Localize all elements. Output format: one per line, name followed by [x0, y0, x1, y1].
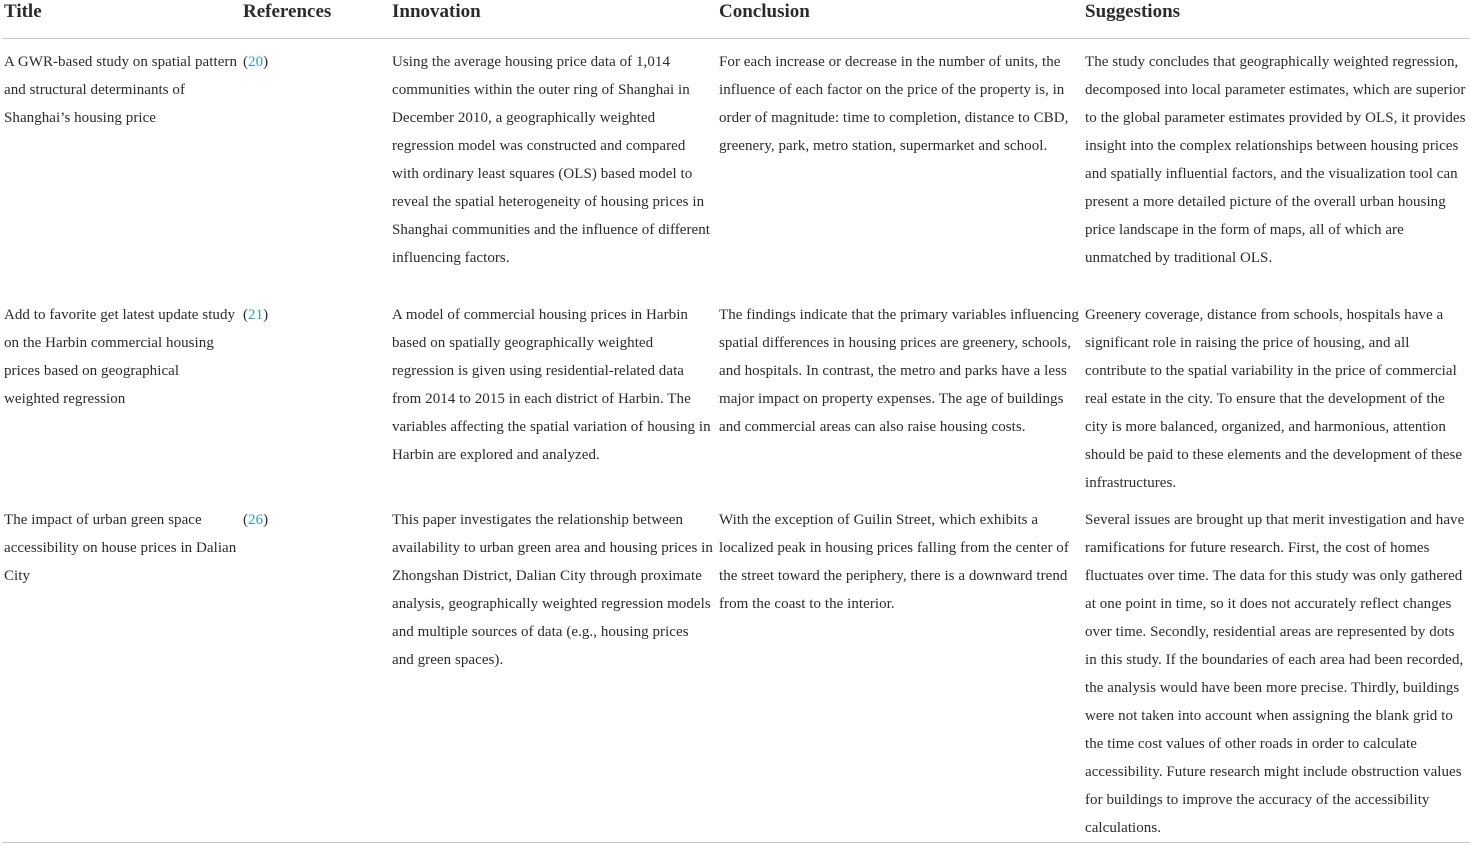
cell-reference: (20) [243, 54, 269, 70]
table-row [2, 39, 1470, 293]
cell-innovation: A model of commercial housing prices in Harbin based on spatially geographically weighted regression is given using residential-related data from 2014 to 2015 in each district of Harbin. The variables affecting the spatial variation of housing in Harbin are explored and analyzed. [392, 307, 711, 463]
cell-innovation: Using the average housing price data of 1,014 communities within the outer ring of Shanghai in December 2010, a geographically weighted regression model was constructed and compared with ordinary least squares (OLS) based model to reveal the spatial heterogeneity of housing prices in Shanghai communities and the influence of different influencing factors. [392, 54, 711, 266]
header-conclusion: Conclusion [717, 0, 1083, 39]
literature-review-table [2, 0, 1470, 843]
reference-link[interactable]: 26 [248, 512, 264, 528]
header-suggestions: Suggestions [1083, 0, 1470, 39]
header-innovation: Innovation [390, 0, 717, 39]
cell-conclusion: The findings indicate that the primary variables influencing spatial differences in housing prices are greenery, schools, and hospitals. In contrast, the metro and parks have a less major impact on property expenses. The age of buildings and commercial areas can also raise housing costs. [719, 307, 1079, 435]
header-title: Title [2, 0, 241, 39]
header-row [2, 0, 1470, 39]
cell-title: Add to favorite get latest update study on the Harbin commercial housing prices based on geographical weighted regression [4, 307, 236, 407]
cell-suggestions: Several issues are brought up that merit investigation and have ramifications for future research. First, the cost of homes fluctuates over time. The data for this study was only gathered at one point in time, so it does not accurately reflect changes over time. Secondly, residential areas are represented by dots in this study. If the boundaries of each area had been recorded, the analysis would have been more precise. Thirdly, buildings were not taken into account when assigning the blank grid to the time cost values of other roads in order to calculate accessibility. Future research might include obstruction values for buildings to improve the accuracy of the accessibility calculations. [1083, 497, 1470, 843]
table-row [2, 497, 1470, 843]
cell-suggestions: Greenery coverage, distance from schools, hospitals have a significant role in raising the price of housing, and all contribute to the spatial variability in the price of commercial real estate in the city. To ensure that the development of the city is more balanced, organized, and harmonious, attention should be paid to these elements and the development of these infrastructures. [1085, 307, 1463, 491]
reference-link[interactable]: 21 [248, 307, 264, 323]
cell-innovation: This paper investigates the relationship between availability to urban green area and housing prices in Zhongshan District, Dalian City through proximate analysis, geographically weighted regression models and multiple sources of data (e.g., housing prices and green spaces). [390, 497, 717, 843]
table-header [2, 0, 1470, 39]
cell-conclusion: With the exception of Guilin Street, which exhibits a localized peak in housing prices falling from the center of the street toward the periphery, there is a downward trend from the coast to the interior. [717, 497, 1083, 843]
cell-suggestions: The study concludes that geographically weighted regression, decomposed into local parameter estimates, which are superior to the global parameter estimates provided by OLS, it provides insight into the complex relationships between housing prices and spatially influential factors, and the visualization tool can present a more detailed picture of the overall urban housing price landscape in the form of maps, all of which are unmatched by traditional OLS. [1085, 54, 1466, 266]
table-row [2, 292, 1470, 497]
cell-title: A GWR-based study on spatial pattern and structural determinants of Shanghai’s housing price [4, 54, 238, 126]
reference-link[interactable]: 20 [248, 54, 264, 70]
cell-reference: (26) [241, 497, 390, 843]
header-references: References [241, 0, 390, 39]
cell-title: The impact of urban green space accessibility on house prices in Dalian City [2, 497, 241, 843]
table-body [2, 39, 1470, 843]
cell-conclusion: For each increase or decrease in the number of units, the influence of each factor on the price of the property is, in order of magnitude: time to completion, distance to CBD, greenery, park, metro station, supermarket and school. [719, 54, 1069, 154]
cell-reference: (21) [243, 307, 269, 323]
